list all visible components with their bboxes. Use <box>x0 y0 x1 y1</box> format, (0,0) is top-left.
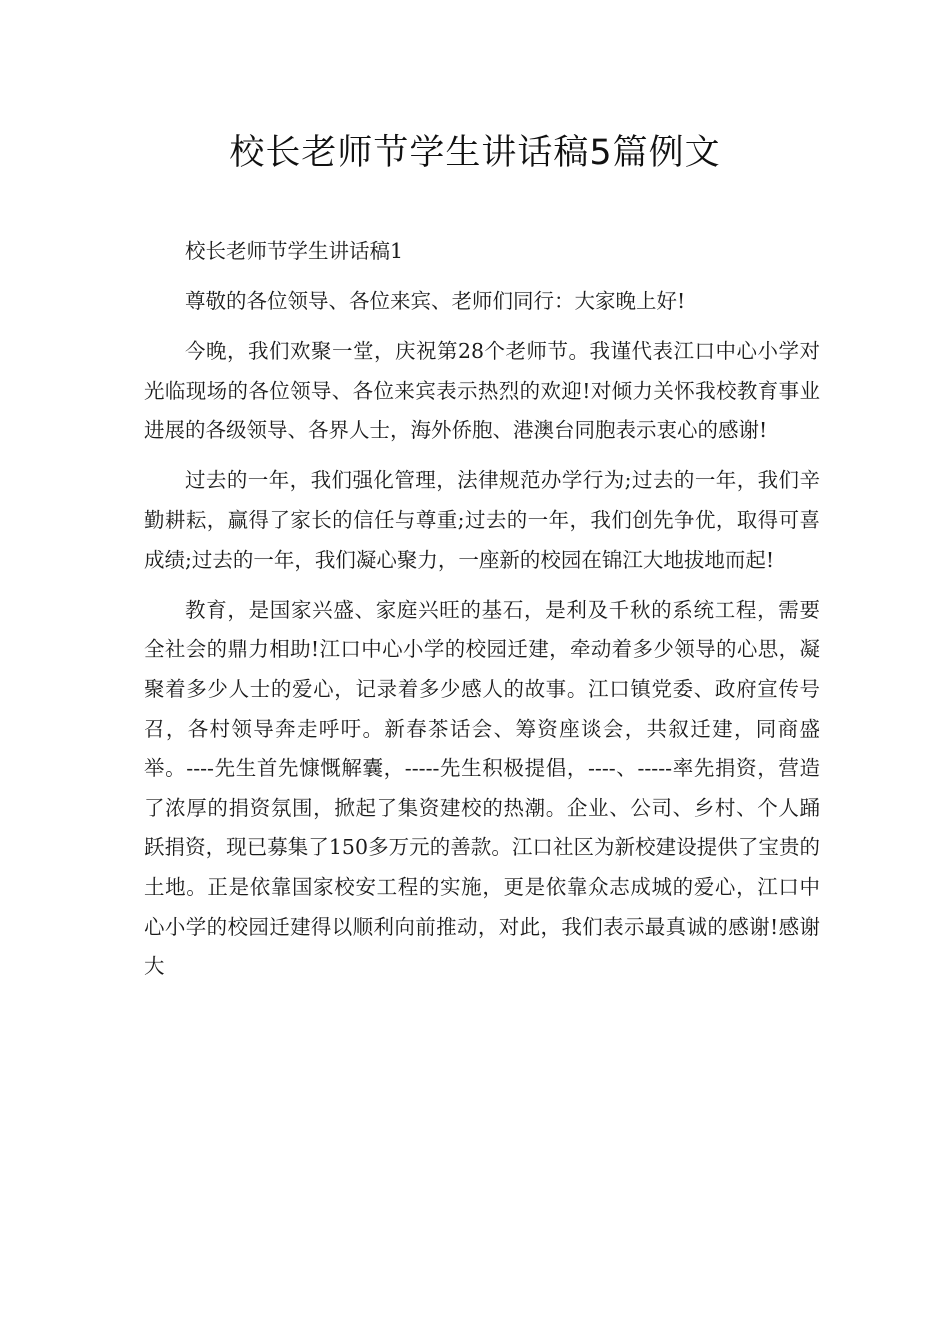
document-title: 校长老师节学生讲话稿5篇例文 <box>229 133 721 173</box>
body-paragraph: 教育，是国家兴盛、家庭兴旺的基石，是利及千秋的系统工程，需要全社会的鼎力相助!江口中心小学的校园迁建，牵动着多少领导的心思，凝聚着多少人士的爱心，记录着多少感人的故事。江口镇党委、政府宣传号召，各村领导奔走呼吁。新春茶话会、筹资座谈会，共叙迁建，同商盛举。----先生首先慷慨解囊，-----先生积极提倡，----、-----率先捐资，营造了浓厚的捐资氛围，掀起了集资建校的热潮。企业、公司、乡村、个人踊跃捐资，现已募集了150多万元的善款。江口社区为新校建设提供了宝贵的土地。正是依靠国家校安工程的实施，更是依靠众志成城的爱心，江口中心小学的校园迁建得以顺利向前推动，对此，我们表示最真诚的感谢!感谢大 <box>144 597 820 979</box>
document-body <box>144 232 820 979</box>
body-paragraph: 过去的一年，我们强化管理，法律规范办学行为;过去的一年，我们辛勤耕耘，赢得了家长的信任与尊重;过去的一年，我们创先争优，取得可喜成绩;过去的一年，我们凝心聚力，一座新的校园在锦江大地拔地而起! <box>144 468 820 572</box>
body-paragraph: 今晚，我们欢聚一堂，庆祝第28个老师节。我谨代表江口中心小学对光临现场的各位领导、各位来宾表示热烈的欢迎!对倾力关怀我校教育事业进展的各级领导、各界人士，海外侨胞、港澳台同胞表示衷心的感谢! <box>144 339 820 443</box>
salutation-paragraph: 尊敬的各位领导、各位来宾、老师们同行：大家晚上好! <box>185 289 686 314</box>
section-heading: 校长老师节学生讲话稿1 <box>185 239 404 263</box>
